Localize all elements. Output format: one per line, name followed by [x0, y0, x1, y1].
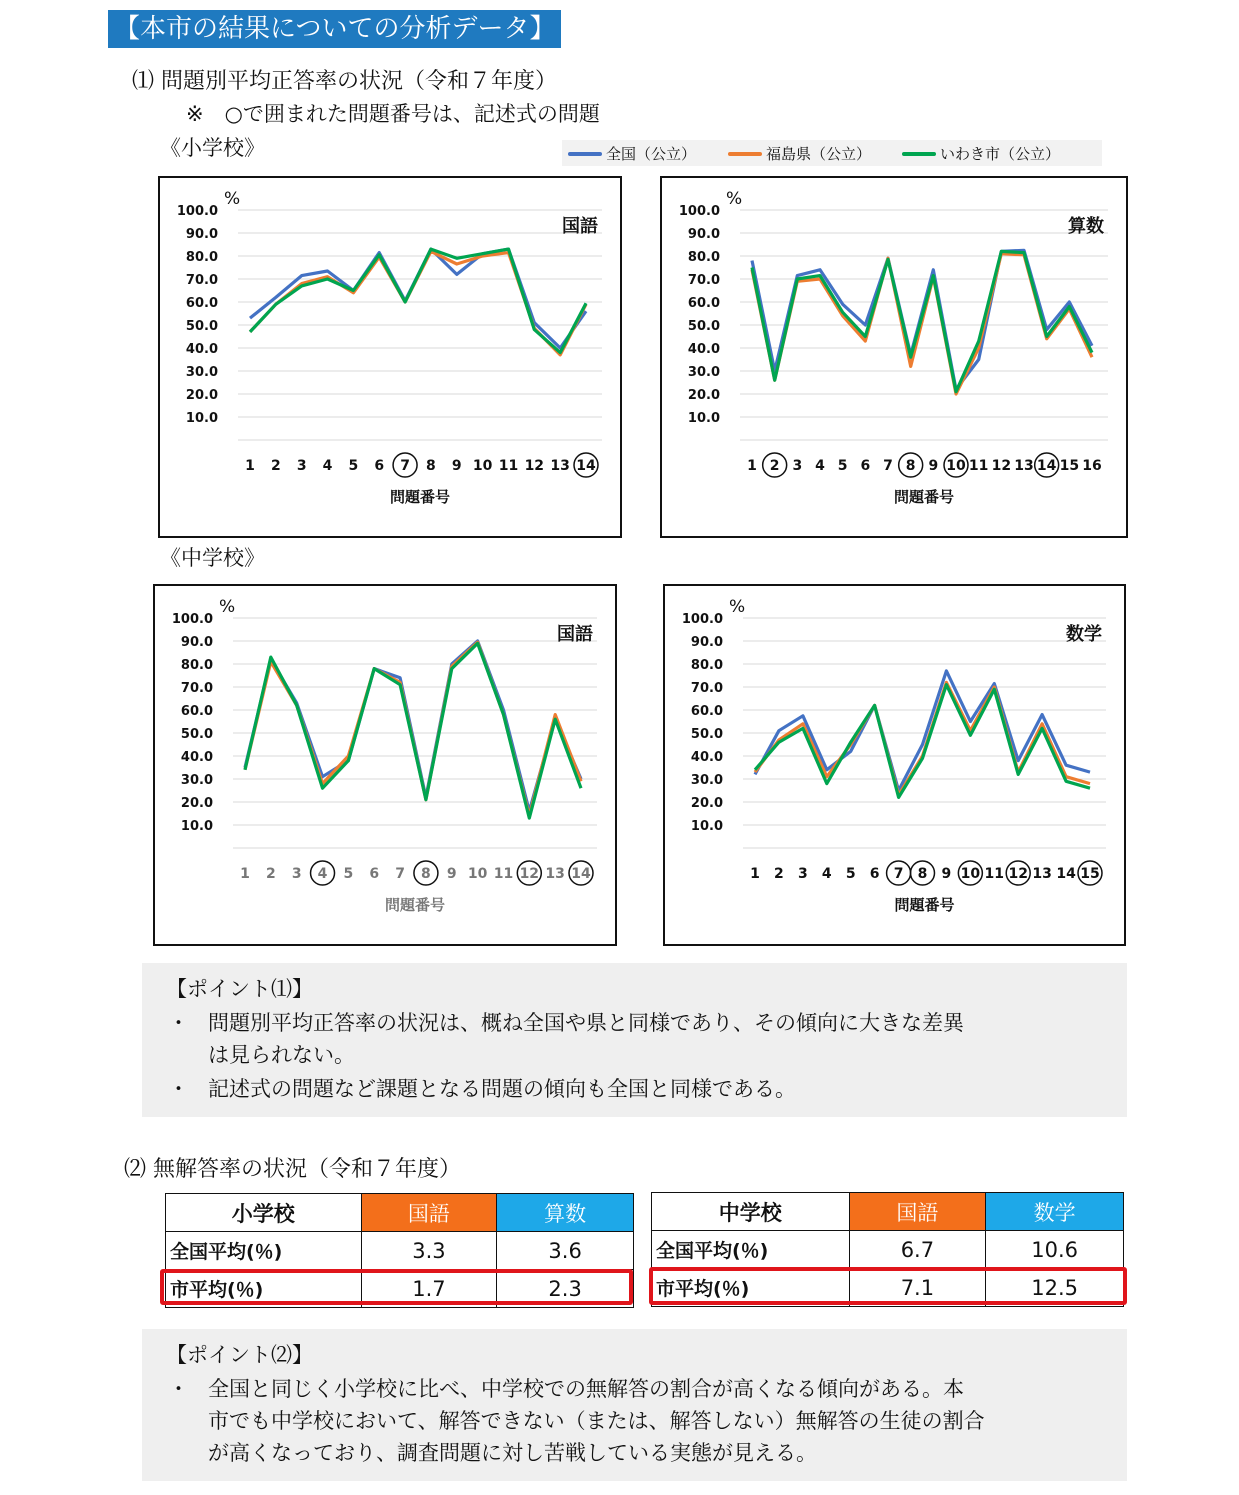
x-tick-label: 12: [1008, 866, 1028, 882]
x-tick-label: 12: [991, 458, 1012, 474]
legend-item-prefecture: [728, 143, 871, 164]
y-tick-label: 80.0: [690, 658, 723, 673]
y-tick-label: 60.0: [180, 704, 213, 719]
x-tick-label: 2: [774, 866, 784, 882]
chart-junior-japanese: [153, 584, 617, 946]
table-header-row: [166, 1194, 634, 1232]
bullet-text: 記述式の問題など課題となる問題の傾向も全国と同様である。: [208, 1077, 796, 1101]
y-tick-label: 80.0: [687, 250, 720, 265]
x-tick-label: 7: [883, 458, 893, 474]
table-header-cell: 国語: [361, 1194, 497, 1232]
x-axis-title: 問題番号: [894, 896, 955, 914]
x-tick-label: 3: [291, 866, 302, 882]
y-tick-label: 100.0: [171, 612, 213, 627]
section2-heading: ⑵ 無解答率の状況（令和７年度）: [124, 1157, 461, 1182]
chart-subject-title: 算数: [1068, 216, 1104, 237]
series-line: [250, 249, 586, 353]
x-tick-label: 1: [750, 866, 760, 882]
y-tick-label: 60.0: [185, 296, 218, 311]
point1-box: [142, 963, 1127, 1117]
bullet-mark: ・: [168, 1077, 189, 1101]
y-tick-label: 20.0: [180, 796, 213, 811]
x-tick-label: 7: [893, 866, 904, 882]
y-tick-label: 90.0: [180, 635, 213, 650]
x-tick-label: 6: [374, 458, 385, 474]
x-tick-label: 6: [869, 866, 880, 882]
legend-swatch: [728, 152, 762, 156]
series-line: [245, 642, 581, 816]
section1-heading: ⑴ 問題別平均正答率の状況（令和７年度）: [132, 69, 557, 94]
table-header-cell: 数学: [986, 1193, 1124, 1231]
y-tick-label: 40.0: [687, 342, 720, 357]
y-tick-label: 40.0: [690, 750, 723, 765]
x-tick-label: 2: [270, 458, 281, 474]
x-tick-label: 10: [946, 458, 966, 474]
y-tick-label: 50.0: [185, 319, 218, 334]
x-tick-label: 8: [426, 458, 436, 474]
y-tick-label: 100.0: [176, 204, 218, 219]
chart-subject-title: 国語: [557, 624, 593, 645]
x-tick-label: 8: [421, 866, 431, 882]
bullet-text: 問題別平均正答率の状況は、概ね全国や県と同様であり、その傾向に大きな差異 は見られない。: [208, 1011, 964, 1067]
table-cell: 7.1: [849, 1269, 986, 1307]
y-tick-label: 20.0: [690, 796, 723, 811]
x-tick-label: 15: [1059, 458, 1080, 474]
x-tick-label: 3: [797, 866, 808, 882]
x-tick-label: 5: [348, 458, 359, 474]
x-tick-label: 7: [400, 458, 410, 474]
x-tick-label: 5: [845, 866, 856, 882]
table-header-cell: 算数: [497, 1194, 634, 1232]
y-tick-label: 20.0: [185, 388, 218, 403]
y-tick-label: 40.0: [180, 750, 213, 765]
x-tick-label: 10: [472, 458, 493, 474]
series-line: [245, 641, 581, 811]
x-tick-label: 13: [1032, 866, 1052, 882]
y-tick-label: 10.0: [690, 819, 723, 834]
chart-svg: [155, 586, 615, 944]
x-tick-label: 12: [519, 866, 540, 882]
x-tick-label: 10: [467, 866, 488, 882]
table-cell: 3.6: [497, 1232, 634, 1270]
y-tick-label: 60.0: [687, 296, 720, 311]
x-tick-label: 1: [240, 866, 250, 882]
y-tick-label: 30.0: [180, 773, 213, 788]
x-tick-label: 11: [493, 866, 514, 882]
x-tick-label: 1: [245, 458, 255, 474]
y-tick-label: 50.0: [690, 727, 723, 742]
chart-elementary-math: [660, 176, 1128, 538]
y-tick-label: 100.0: [678, 204, 720, 219]
x-tick-label: 13: [545, 866, 565, 882]
x-tick-label: 4: [815, 458, 825, 474]
x-tick-label: 9: [941, 866, 952, 882]
table-cell: 市平均(％): [652, 1269, 850, 1307]
y-tick-label: 70.0: [687, 273, 720, 288]
x-tick-label: 12: [524, 458, 545, 474]
y-unit-label: %: [224, 189, 241, 209]
table-header-row: [652, 1193, 1124, 1231]
section1-note: ※ ○で囲まれた問題番号は、記述式の問題: [186, 102, 600, 126]
table-cell: 12.5: [986, 1269, 1124, 1307]
chart-subject-title: 数学: [1066, 624, 1102, 645]
series-line: [250, 251, 586, 355]
x-tick-label: 14: [571, 866, 591, 882]
y-tick-label: 90.0: [687, 227, 720, 242]
x-tick-label: 2: [265, 866, 276, 882]
x-axis-title: 問題番号: [384, 896, 446, 914]
y-tick-label: 10.0: [687, 411, 720, 426]
y-tick-label: 80.0: [180, 658, 213, 673]
x-axis-title: 問題番号: [389, 488, 451, 506]
y-tick-label: 10.0: [180, 819, 213, 834]
legend-item-national: [568, 143, 696, 164]
x-tick-label: 11: [984, 866, 1005, 882]
table-cell: 1.7: [361, 1270, 497, 1308]
y-tick-label: 10.0: [185, 411, 218, 426]
x-tick-label: 9: [446, 866, 457, 882]
chart-svg: [665, 586, 1124, 944]
table-header-cell: 小学校: [166, 1194, 362, 1232]
y-tick-label: 60.0: [690, 704, 723, 719]
x-tick-label: 5: [343, 866, 354, 882]
table-cell: 10.6: [986, 1231, 1124, 1269]
y-tick-label: 90.0: [185, 227, 218, 242]
chart-junior-math: [663, 584, 1126, 946]
elementary-label: 《小学校》: [160, 136, 265, 160]
bullet-text: 全国と同じく小学校に比べ、中学校での無解答の割合が高くなる傾向がある。本 市でも中学校において、解答できない（または、解答しない）無解答の生徒の割合 が高くなっており、調査問題に対し苦戦している実態が見える。: [208, 1377, 985, 1465]
bullet-mark: ・: [168, 1377, 189, 1401]
y-tick-label: 50.0: [180, 727, 213, 742]
x-tick-label: 4: [821, 866, 832, 882]
chart-svg: [160, 178, 620, 536]
x-tick-label: 11: [498, 458, 519, 474]
x-tick-label: 9: [451, 458, 462, 474]
x-tick-label: 6: [860, 458, 871, 474]
x-tick-label: 3: [296, 458, 307, 474]
y-tick-label: 30.0: [185, 365, 218, 380]
x-tick-label: 15: [1080, 866, 1100, 882]
y-unit-label: %: [729, 597, 746, 617]
x-tick-label: 4: [322, 458, 333, 474]
x-tick-label: 14: [1036, 458, 1057, 474]
highlight-frame: [160, 1269, 633, 1305]
x-tick-label: 6: [369, 866, 380, 882]
table-cell: 3.3: [361, 1232, 497, 1270]
y-tick-label: 70.0: [185, 273, 218, 288]
table-header-cell: 国語: [849, 1193, 986, 1231]
x-tick-label: 3: [792, 458, 803, 474]
x-tick-label: 10: [960, 866, 981, 882]
legend-label: いわき市（公立）: [940, 145, 1061, 163]
x-tick-label: 4: [317, 866, 328, 882]
legend-swatch: [902, 152, 936, 156]
junior-label: 《中学校》: [160, 546, 265, 570]
y-tick-label: 30.0: [687, 365, 720, 380]
x-tick-label: 14: [1056, 866, 1076, 882]
y-tick-label: 50.0: [687, 319, 720, 334]
x-tick-label: 8: [905, 458, 916, 474]
x-tick-label: 1: [747, 458, 757, 474]
bullet-mark: ・: [168, 1011, 189, 1035]
x-tick-label: 9: [928, 458, 939, 474]
chart-svg: [662, 178, 1126, 536]
y-tick-label: 70.0: [180, 681, 213, 696]
point2-title: 【ポイント⑵】: [166, 1343, 313, 1367]
x-tick-label: 7: [395, 866, 405, 882]
y-tick-label: 100.0: [681, 612, 723, 627]
x-tick-label: 11: [968, 458, 989, 474]
y-tick-label: 30.0: [690, 773, 723, 788]
table-cell: 全国平均(％): [652, 1231, 850, 1269]
legend-label: 全国（公立）: [606, 145, 697, 163]
x-tick-label: 2: [769, 458, 780, 474]
page-title: 【本市の結果についての分析データ】: [108, 10, 561, 48]
table-cell: 全国平均(％): [166, 1232, 362, 1270]
x-tick-label: 13: [1014, 458, 1034, 474]
series-line: [755, 682, 1090, 795]
table-row: [652, 1231, 1124, 1269]
chart-subject-title: 国語: [562, 216, 598, 237]
legend-item-city: [902, 143, 1060, 164]
y-tick-label: 80.0: [185, 250, 218, 265]
chart-legend: [562, 140, 1102, 166]
table-header-cell: 中学校: [652, 1193, 850, 1231]
x-tick-label: 13: [550, 458, 570, 474]
point2-box: [142, 1329, 1127, 1481]
highlight-frame: [649, 1267, 1127, 1305]
x-tick-label: 8: [917, 866, 928, 882]
x-tick-label: 5: [837, 458, 848, 474]
y-unit-label: %: [726, 189, 743, 209]
y-tick-label: 40.0: [185, 342, 218, 357]
x-axis-title: 問題番号: [893, 488, 955, 506]
legend-label: 福島県（公立）: [766, 145, 872, 163]
chart-elementary-japanese: [158, 176, 622, 538]
legend-swatch: [568, 152, 602, 156]
y-tick-label: 90.0: [690, 635, 723, 650]
point1-title: 【ポイント⑴】: [166, 977, 313, 1001]
x-tick-label: 16: [1082, 458, 1102, 474]
series-line: [250, 249, 586, 348]
y-unit-label: %: [219, 597, 236, 617]
x-tick-label: 14: [576, 458, 596, 474]
table-cell: 2.3: [497, 1270, 634, 1308]
table-cell: 6.7: [849, 1231, 986, 1269]
y-tick-label: 70.0: [690, 681, 723, 696]
y-tick-label: 20.0: [687, 388, 720, 403]
table-cell: 市平均(％): [166, 1270, 362, 1308]
table-row: [166, 1232, 634, 1270]
